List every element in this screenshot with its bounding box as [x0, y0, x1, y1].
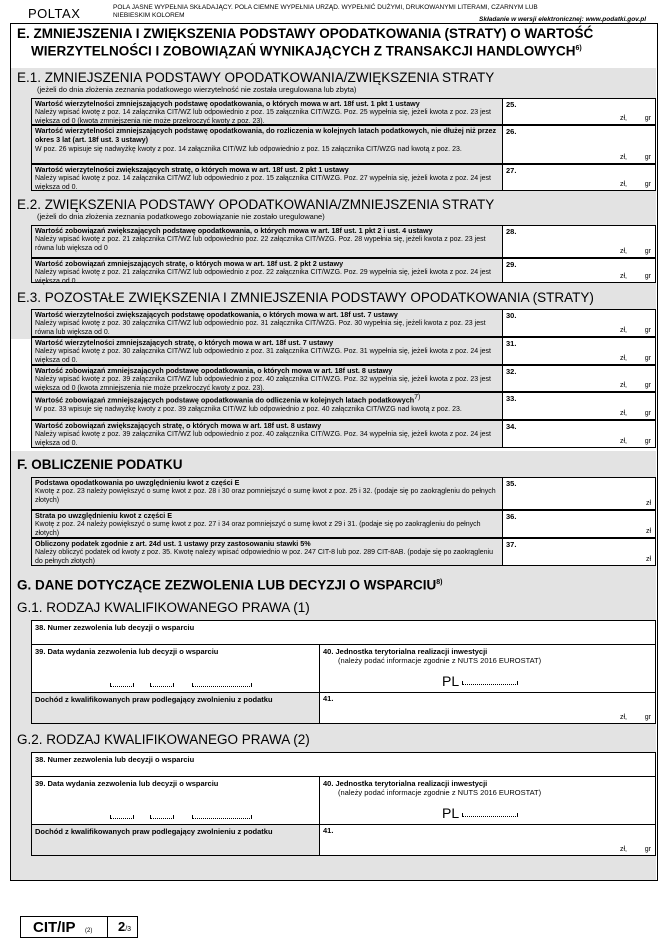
field-instruction: Należy wpisać kwotę z poz. 30 załącznika CIT/WZ lub odpowiednio z poz. 31 załącznika CIT/WZG. Poz. 31 wypełnia się, jeżeli kwota z poz. 24 jest większa od 0.	[35, 348, 491, 364]
currency-gr: gr	[644, 248, 651, 255]
field-number: 41.	[323, 826, 334, 835]
field-instruction: Kwotę z poz. 23 należy powiększyć o sumę kwot z poz. 28 i 30 oraz pomniejszyć o sumę kwot z poz. 25 i 32. (podaje się po zaokrągleniu do pełnych złotych)	[35, 488, 496, 504]
field-number: 25.	[506, 100, 517, 109]
section-e3-header	[11, 288, 656, 306]
section-g-footnote: 8)	[436, 579, 443, 586]
field-footnote: 7)	[414, 394, 421, 401]
amount-input-27[interactable]	[503, 165, 655, 190]
section-e-title	[11, 26, 656, 59]
date-segment-month	[150, 815, 174, 819]
section-g-title-text: G. DANE DOTYCZĄCE ZEZWOLENIA LUB DECYZJI O WSPARCIU	[17, 577, 437, 593]
exempt-income-label-cell	[32, 825, 320, 855]
currency-zl: zł,	[620, 438, 627, 445]
field-number: 31.	[506, 339, 517, 348]
amount-input-25[interactable]	[503, 99, 655, 124]
currency-zl: zł,	[620, 355, 627, 362]
decision-date-label: 39. Data wydania zezwolenia lub decyzji o wsparciu	[35, 779, 219, 788]
date-segment-year	[192, 815, 252, 819]
field-bold-label: Wartość zobowiązań zwiększających podstawę opodatkowania, o których mowa w art. 18f ust. 1 pkt 2 i ust. 4 ustawy	[35, 226, 433, 235]
field-number: 36.	[506, 512, 517, 521]
field-number: 41.	[323, 694, 334, 703]
currency-zl: zł,	[620, 181, 627, 188]
field-description	[32, 421, 503, 447]
field-bold-label: Wartość wierzytelności zmniejszających podstawę opodatkowania, do rozliczenia w kolejnych latach podatkowych, nie dłużej niż przez okres 3 lat (art. 18f ust. 3 ustawy)	[35, 126, 497, 145]
currency-zl: zł,	[620, 154, 627, 161]
field-instruction: W poz. 33 wpisuje się nadwyżkę kwoty z poz. 39 załącznika CIT/WZ lub odpowiednio z poz. 40 załącznika CIT/WZG nad kwotą z poz. 23.	[35, 405, 462, 413]
section-e2-header	[11, 195, 656, 221]
decision-number-label: 38. Numer zezwolenia lub decyzji o wsparciu	[35, 623, 195, 632]
section-e2-title: E.2. ZWIĘKSZENIA PODSTAWY OPODATKOWANIA/ZMNIEJSZENIA STRATY	[17, 197, 495, 212]
date-segment-day	[110, 683, 134, 687]
currency-gr: gr	[644, 714, 651, 721]
field-bold-label: Wartość zobowiązań zmniejszających podstawę opodatkowania, o których mowa w art. 18f ust. 8 ustawy	[35, 366, 393, 375]
exempt-income-input[interactable]	[320, 693, 655, 723]
field-number: 34.	[506, 422, 517, 431]
decision-date-label: 39. Data wydania zezwolenia lub decyzji o wsparciu	[35, 647, 219, 656]
fill-instruction: POLA JASNE WYPEŁNIA SKŁADAJĄCY. POLA CIEMNE WYPEŁNIA URZĄD. WYPEŁNIĆ DUŻYMI, DRUKOWANYMI LITERAMI, CZARNYM LUB NIEBIESKIM KOLOREM	[113, 4, 538, 19]
field-instruction: Należy wpisać kwotę z poz. 14 załącznika CIT/WZ lub odpowiednio z poz. 15 załącznika CIT/WZG. Poz. 25 wypełnia się, jeżeli kwota z poz. 23 jest większa od 0 (kwota zmniejszenia nie może przekroczyć kwoty z poz. 23).	[35, 109, 491, 125]
section-e1-title: E.1. ZMNIEJSZENIA PODSTAWY OPODATKOWANIA/ZWIĘKSZENIA STRATY	[17, 70, 495, 85]
field-bold-label: Wartość wierzytelności zmniejszających podstawę opodatkowania, o których mowa w art. 18f ust. 1 pkt 1 ustawy	[35, 99, 420, 108]
exempt-income-label-cell	[32, 693, 320, 723]
field-row-25	[31, 98, 656, 125]
field-description	[32, 393, 503, 419]
field-row-30	[31, 309, 656, 337]
field-number: 37.	[506, 540, 517, 549]
field-description	[32, 259, 503, 285]
currency-gr: gr	[644, 382, 651, 389]
section-e-title-line2: WIERZYTELNOŚCI I ZOBOWIĄZAŃ WYNIKAJĄCYCH Z TRANSAKCJI HANDLOWYCH	[31, 43, 576, 59]
currency-gr: gr	[644, 846, 651, 853]
form-version: (2)	[85, 928, 93, 934]
country-prefix-pl: PL	[442, 805, 460, 821]
amount-input-32[interactable]	[503, 366, 655, 391]
decision-number-label: 38. Numer zezwolenia lub decyzji o wsparciu	[35, 755, 195, 764]
field-description	[32, 539, 503, 565]
field-bold-label: Wartość wierzytelności zwiększających podstawę opodatkowania, o których mowa w art. 18f ust. 7 ustawy	[35, 310, 398, 319]
field-row-35	[31, 477, 656, 510]
field-instruction: Należy wpisać kwotę z poz. 14 załącznika CIT/WZ lub odpowiednio z poz. 15 załącznika CIT/WZG. Poz. 27 wypełnia się, jeżeli kwota z poz. 24 jest większa od 0.	[35, 175, 491, 191]
field-description	[32, 478, 503, 509]
page-total: /3	[125, 926, 132, 933]
section-g-title	[11, 575, 656, 593]
nuts-note: (należy podać informacje zgodnie z NUTS 2016 EUROSTAT)	[338, 656, 542, 665]
currency-zl: zł	[645, 528, 651, 535]
field-instruction: W poz. 26 wpisuje się nadwyżkę kwoty z poz. 14 załącznika CIT/WZ lub odpowiednio z poz. 15 załącznika CIT/WZG nad kwotą z poz. 23.	[35, 145, 462, 153]
field-row-28	[31, 225, 656, 258]
territorial-unit-label: 40. Jednostka terytorialna realizacji inwestycji	[323, 647, 488, 656]
field-row-33	[31, 392, 656, 420]
field-number: 33.	[506, 394, 517, 403]
amount-input-37[interactable]	[503, 539, 655, 565]
field-row-32	[31, 365, 656, 392]
currency-zl: zł	[645, 556, 651, 563]
field-row-37	[31, 538, 656, 566]
field-row-36	[31, 510, 656, 538]
currency-zl: zł,	[620, 327, 627, 334]
section-e-footnote: 6)	[575, 45, 582, 52]
field-number: 26.	[506, 127, 517, 136]
field-description	[32, 165, 503, 190]
field-description	[32, 99, 503, 124]
decision-number-input[interactable]	[32, 753, 655, 777]
date-segment-year	[192, 683, 252, 687]
amount-input-36[interactable]	[503, 511, 655, 537]
field-description	[32, 511, 503, 537]
currency-gr: gr	[644, 410, 651, 417]
date-segment-month	[150, 683, 174, 687]
territorial-unit-input[interactable]	[320, 645, 655, 693]
currency-zl: zł,	[620, 115, 627, 122]
page-header	[10, 4, 658, 24]
section-f-title: F. OBLICZENIE PODATKU	[17, 457, 183, 472]
currency-gr: gr	[644, 355, 651, 362]
field-instruction: Kwotę z poz. 24 należy powiększyć o sumę kwot z poz. 27 i 34 oraz pomniejszyć o sumę kwot z 29 i 31. (podaje się po zaokrągleniu do pełnych złotych)	[35, 521, 481, 537]
country-prefix-pl: PL	[442, 673, 460, 689]
exempt-income-label: Dochód z kwalifikowanych praw podlegający zwolnieniu z podatku	[35, 827, 273, 836]
form-code: CIT/IP	[33, 919, 76, 936]
field-row-27	[31, 164, 656, 191]
amount-input-26[interactable]	[503, 126, 655, 163]
currency-zl: zł	[645, 500, 651, 507]
qualified-right-fields	[31, 752, 656, 856]
field-instruction: Należy wpisać kwotę z poz. 21 załącznika CIT/WZ lub odpowiednio z poz. 22 załącznika CIT/WZG. Poz. 29 wypełnia się, jeżeli kwota z poz. 24 jest większa od 0.	[35, 269, 491, 285]
field-bold-label: Strata po uwzględnieniu kwot z części E	[35, 511, 172, 520]
currency-gr: gr	[644, 154, 651, 161]
decision-date-input[interactable]	[32, 645, 320, 693]
amount-input-30[interactable]	[503, 310, 655, 336]
currency-zl: zł,	[620, 382, 627, 389]
exempt-income-input[interactable]	[320, 825, 655, 855]
field-number: 28.	[506, 227, 517, 236]
field-instruction: Należy wpisać kwotę z poz. 21 załącznika CIT/WZ lub odpowiednio poz. 22 załącznika CIT/WZG. Poz. 28 wypełnia się, jeżeli kwota z poz. 23 jest równa lub większa od 0	[35, 236, 486, 252]
qualified-right-title: G.1. RODZAJ KWALIFIKOWANEGO PRAWA (1)	[17, 600, 310, 615]
page-current: 2	[118, 919, 126, 934]
territorial-unit-label: 40. Jednostka terytorialna realizacji inwestycji	[323, 779, 488, 788]
exempt-income-label: Dochód z kwalifikowanych praw podlegający zwolnieniu z podatku	[35, 695, 273, 704]
field-instruction: Należy wpisać kwotę z poz. 39 załącznika CIT/WZ lub odpowiednio z poz. 40 załącznika CIT/WZG. Poz. 32 wypełnia się, jeżeli kwota z poz. 23 jest większa od 0 (kwota zmniejszenia nie może przekroczyć kwoty z poz. 23).	[35, 376, 491, 392]
section-e1-note: (jeżeli do dnia złożenia zeznania podatkowego wierzytelność nie została uregulowana lub zbyta)	[37, 85, 357, 94]
field-instruction: Należy wpisać kwotę z poz. 30 załącznika CIT/WZ lub odpowiednio poz. 31 załącznika CIT/WZG. Poz. 30 wypełnia się, jeżeli kwota z poz. 23 jest równa lub większa od 0.	[35, 320, 486, 336]
currency-gr: gr	[644, 273, 651, 280]
currency-gr: gr	[644, 115, 651, 122]
field-row-29	[31, 258, 656, 283]
field-instruction: Należy wpisać kwotę z poz. 39 załącznika CIT/WZ lub odpowiednio z poz. 40 załącznika CIT/WZG. Poz. 34 wypełnia się, jeżeli kwota z poz. 24 jest większa od 0.	[35, 431, 491, 447]
amount-input-33[interactable]	[503, 393, 655, 419]
field-bold-label: Wartość zobowiązań zmniejszających stratę, o których mowa w art. 18f ust. 2 pkt 2 ustawy	[35, 259, 344, 268]
amount-input-28[interactable]	[503, 226, 655, 257]
amount-input-35[interactable]	[503, 478, 655, 509]
section-e3-title: E.3. POZOSTAŁE ZWIĘKSZENIA I ZMNIEJSZENIA PODSTAWY OPODATKOWANIA (STRATY)	[17, 290, 594, 305]
field-row-34	[31, 420, 656, 448]
currency-zl: zł,	[620, 410, 627, 417]
currency-gr: gr	[644, 327, 651, 334]
currency-zl: zł,	[620, 273, 627, 280]
field-description	[32, 126, 503, 163]
currency-gr: gr	[644, 181, 651, 188]
field-description	[32, 366, 503, 391]
field-bold-label: Wartość zobowiązań zwiększających stratę, o których mowa w art. 18f ust. 8 ustawy	[35, 421, 322, 430]
amount-input-29[interactable]	[503, 259, 655, 282]
decision-number-input[interactable]	[32, 621, 655, 645]
section-e-title-line1: E. ZMNIEJSZENIA I ZWIĘKSZENIA PODSTAWY OPODATKOWANIA (STRATY) O WARTOŚĆ	[17, 26, 594, 41]
field-number: 29.	[506, 260, 517, 269]
field-number: 30.	[506, 311, 517, 320]
field-row-26	[31, 125, 656, 164]
field-description	[32, 310, 503, 336]
field-instruction: Należy obliczyć podatek od kwoty z poz. 35. Kwotę należy wpisać odpowiednio w poz. 247 CIT-8 lub poz. 289 CIT-8AB. (podaje się po zaokrągleniu do pełnych złotych)	[35, 549, 493, 565]
field-bold-label: Podstawa opodatkowania po uwzględnieniu kwot z części E	[35, 478, 240, 487]
nuts-note: (należy podać informacje zgodnie z NUTS 2016 EUROSTAT)	[338, 788, 542, 797]
qualified-right-fields	[31, 620, 656, 724]
qualified-right-title: G.2. RODZAJ KWALIFIKOWANEGO PRAWA (2)	[17, 732, 310, 747]
amount-input-31[interactable]	[503, 338, 655, 364]
field-bold-label: Wartość wierzytelności zwiększających stratę, o których mowa w art. 18f ust. 2 pkt 1 ustawy	[35, 165, 349, 174]
nuts-code-segment	[462, 681, 518, 685]
electronic-filing-note: Składanie w wersji elektronicznej: www.podatki.gov.pl	[479, 16, 646, 23]
field-row-31	[31, 337, 656, 365]
currency-zl: zł,	[620, 714, 627, 721]
decision-date-input[interactable]	[32, 777, 320, 825]
section-e2-note: (jeżeli do dnia złożenia zeznania podatkowego zobowiązanie nie zostało uregulowane)	[37, 212, 325, 221]
field-bold-label: Wartość zobowiązań zmniejszających podstawę opodatkowania do odliczenia w kolejnych latach podatkowych	[35, 395, 415, 405]
nuts-code-segment	[462, 813, 518, 817]
poltax-label: POLTAX	[28, 6, 81, 21]
field-number: 35.	[506, 479, 517, 488]
form-footer	[20, 916, 138, 938]
currency-zl: zł,	[620, 248, 627, 255]
amount-input-34[interactable]	[503, 421, 655, 447]
field-bold-label: Obliczony podatek zgodnie z art. 24d ust. 1 ustawy przy zastosowaniu stawki 5%	[35, 539, 311, 548]
date-segment-day	[110, 815, 134, 819]
currency-gr: gr	[644, 438, 651, 445]
field-number: 27.	[506, 166, 517, 175]
field-bold-label: Wartość wierzytelności zmniejszających stratę, o których mowa w art. 18f ust. 7 ustawy	[35, 338, 334, 347]
form-frame	[10, 23, 658, 881]
field-description	[32, 226, 503, 257]
page-number	[107, 917, 139, 937]
field-description	[32, 338, 503, 364]
currency-zl: zł,	[620, 846, 627, 853]
field-number: 32.	[506, 367, 517, 376]
territorial-unit-input[interactable]	[320, 777, 655, 825]
